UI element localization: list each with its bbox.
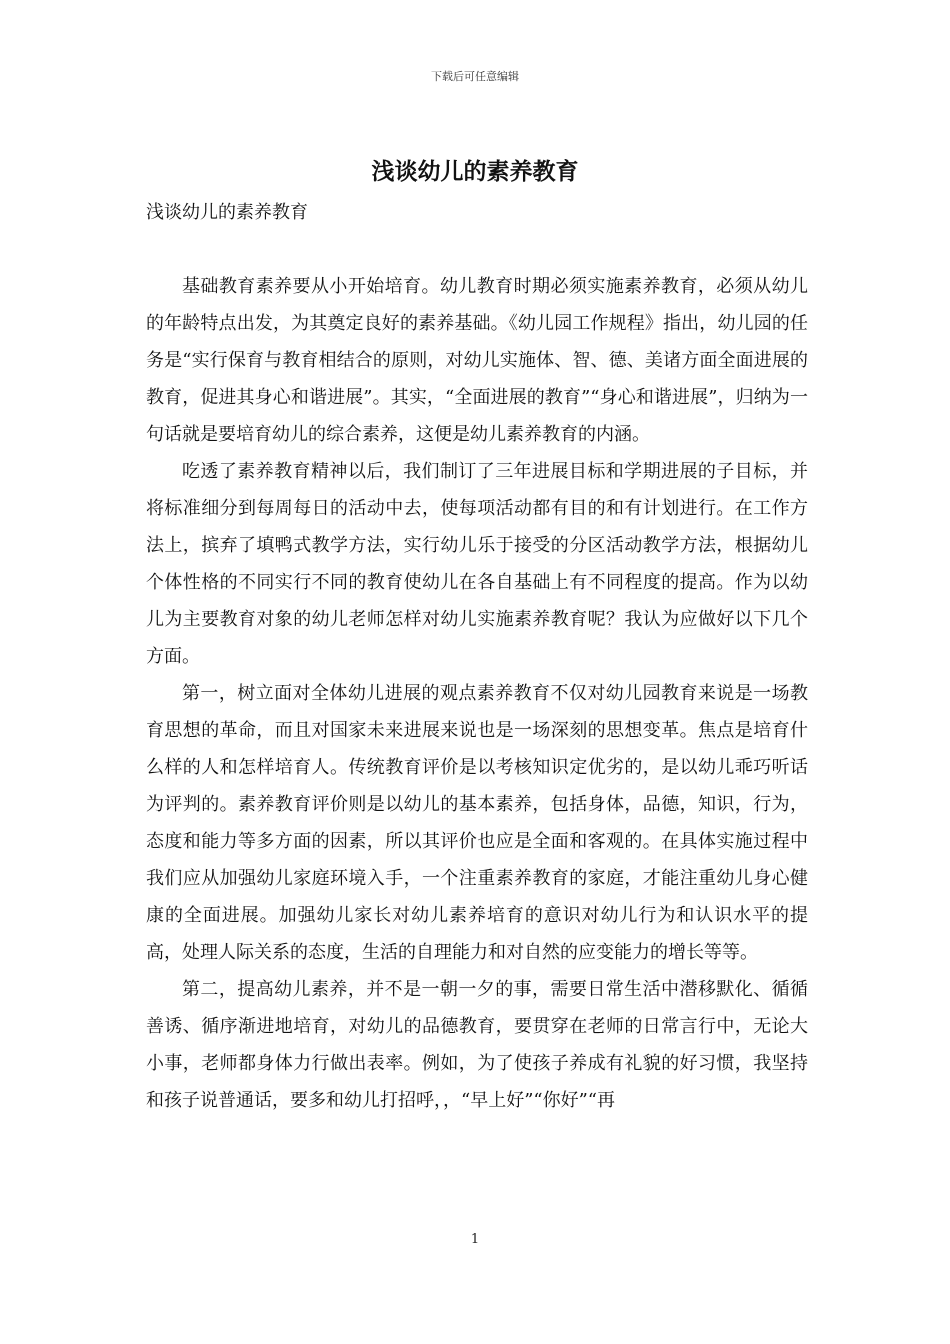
paragraph-1: 基础教育素养要从小开始培育。幼儿教育时期必须实施素养教育，必须从幼儿的年龄特点出发，为其奠定良好的素养基础。《幼儿园工作规程》指出，幼儿园的任务是“实行保育与教育相结合的原则，对幼儿实施体、智、德、美诸方面全面进展的教育，促进其身心和谐进展”。其实，“全面进展的教育”“身心和谐进展”，归纳为一句话就是要培育幼儿的综合素养，这便是幼儿素养教育的内涵。 — [146, 276, 808, 445]
document-title: 浅谈幼儿的素养教育 — [371, 158, 579, 185]
page-number: 1 — [470, 1232, 480, 1247]
document-body — [146, 268, 808, 1119]
header-note: 下载后可任意编辑 — [431, 70, 519, 83]
document-subtitle: 浅谈幼儿的素养教育 — [146, 202, 308, 223]
paragraph-4: 第二，提高幼儿素养，并不是一朝一夕的事，需要日常生活中潜移默化、循循善诱、循序渐进地培育，对幼儿的品德教育，要贯穿在老师的日常言行中，无论大小事，老师都身体力行做出表率。例如，为了使孩子养成有礼貌的好习惯，我坚持和孩子说普通话，要多和幼儿打招呼，，“早上好”“你好”“再 — [146, 979, 808, 1111]
paragraph-3: 第一，树立面对全体幼儿进展的观点素养教育不仅对幼儿园教育来说是一场教育思想的革命，而且对国家未来进展来说也是一场深刻的思想变革。焦点是培育什么样的人和怎样培育人。传统教育评价是以考核知识定优劣的，是以幼儿乖巧听话为评判的。素养教育评价则是以幼儿的基本素养，包括身体，品德，知识，行为，态度和能力等多方面的因素，所以其评价也应是全面和客观的。在具体实施过程中我们应从加强幼儿家庭环境入手，一个注重素养教育的家庭，才能注重幼儿身心健康的全面进展。加强幼儿家长对幼儿素养培育的意识对幼儿行为和认识水平的提高，处理人际关系的态度，生活的自理能力和对自然的应变能力的增长等等。 — [146, 683, 808, 963]
paragraph-2: 吃透了素养教育精神以后，我们制订了三年进展目标和学期进展的子目标，并将标准细分到每周每日的活动中去，使每项活动都有目的和有计划进行。在工作方法上，摈弃了填鸭式教学方法，实行幼儿乐于接受的分区活动教学方法，根据幼儿个体性格的不同实行不同的教育使幼儿在各自基础上有不同程度的提高。作为以幼儿为主要教育对象的幼儿老师怎样对幼儿实施素养教育呢？我认为应做好以下几个方面。 — [146, 461, 808, 667]
